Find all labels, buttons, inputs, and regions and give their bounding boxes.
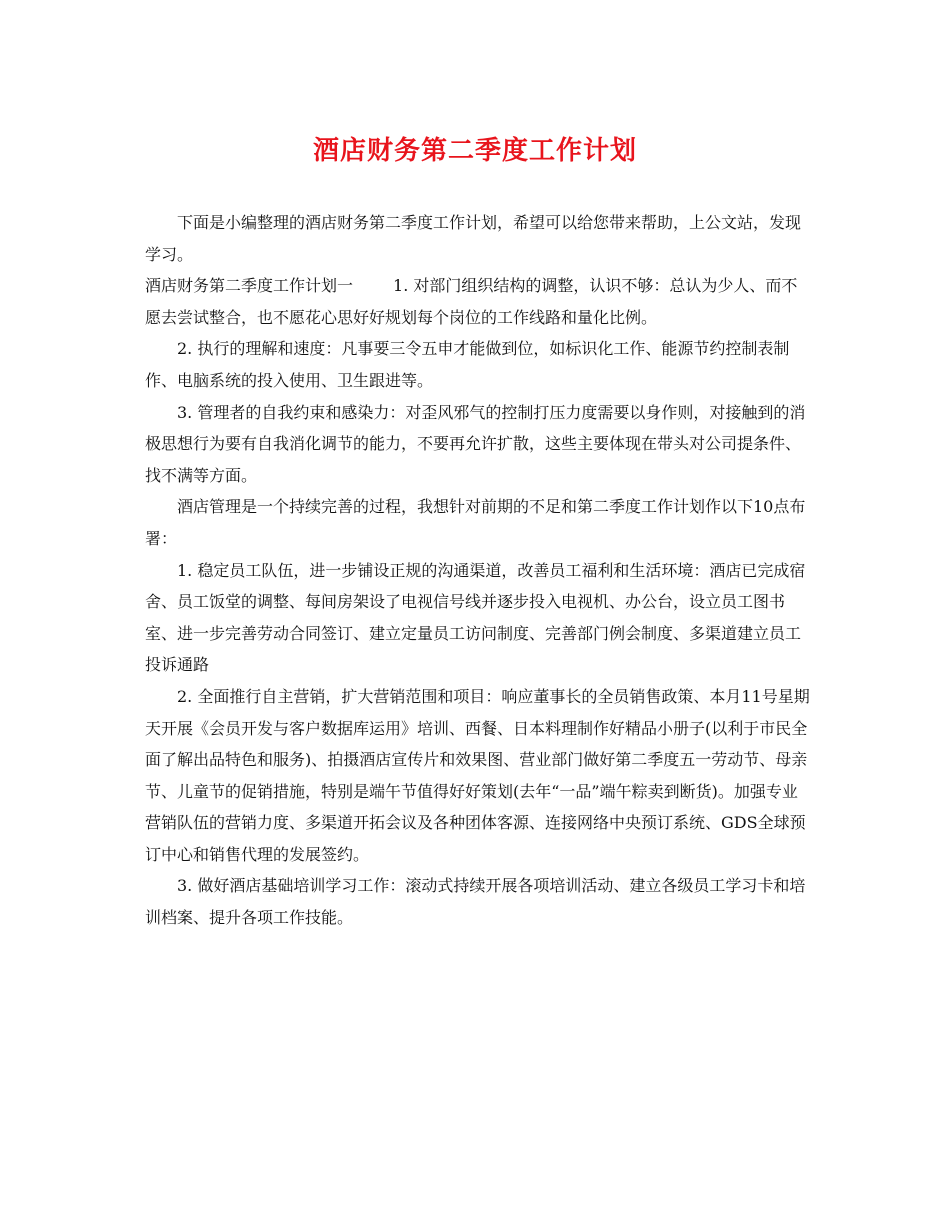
problem-item-1: 1. 对部门组织结构的调整，认识不够：总认为少人、而不愿去尝试整合，也不愿花心思好好规划每个岗位的工作线路和量化比例。 xyxy=(145,276,798,327)
section-heading: 酒店财务第二季度工作计划一 xyxy=(145,276,354,296)
intro-paragraph: 下面是小编整理的酒店财务第二季度工作计划，希望可以给您带来帮助，上公文站，发现学习。 xyxy=(145,213,802,264)
transition-paragraph: 酒店管理是一个持续完善的过程，我想针对前期的不足和第二季度工作计划作以下10点布署： xyxy=(145,497,806,548)
document-body xyxy=(145,207,813,934)
document-title: 酒店财务第二季度工作计划 xyxy=(312,136,637,166)
plan-item-1: 1. 稳定员工队伍，进一步铺设正规的沟通渠道，改善员工福利和生活环境：酒店已完成宿舍、员工饭堂的调整、每间房架设了电视信号线并逐步投入电视机、办公台，设立员工图书室、进一步完善劳动合同签订、建立定量员工访问制度、完善部门例会制度、多渠道建立员工投诉通路 xyxy=(145,560,806,675)
plan-item-2: 2. 全面推行自主营销，扩大营销范围和项目：响应董事长的全员销售政策、本月11号星期天开展《会员开发与客户数据库运用》培训、西餐、日本料理制作好精品小册子(以利于市民全面了解出品特色和服务)、拍摄酒店宣传片和效果图、营业部门做好第二季度五一劳动节、母亲节、儿童节的促销措施，特别是端午节值得好好策划(去年“一品”端午粽卖到断货)。加强专业营销队伍的营销力度、多渠道开拓会议及各种团体客源、连接网络中央预订系统、GDS全球预订中心和销售代理的发展签约。 xyxy=(145,686,810,864)
section-first-line xyxy=(145,270,813,333)
problem-item-3: 3. 管理者的自我约束和感染力：对歪风邪气的控制打压力度需要以身作则，对接触到的消极思想行为要有自我消化调节的能力，不要再允许扩散，这些主要体现在带头对公司提条件、找不满等方面。 xyxy=(145,402,806,485)
plan-item-3: 3. 做好酒店基础培训学习工作：滚动式持续开展各项培训活动、建立各级员工学习卡和培训档案、提升各项工作技能。 xyxy=(145,876,806,928)
problem-item-2: 2. 执行的理解和速度：凡事要三令五申才能做到位，如标识化工作、能源节约控制表制作、电脑系统的投入使用、卫生跟进等。 xyxy=(145,339,790,390)
